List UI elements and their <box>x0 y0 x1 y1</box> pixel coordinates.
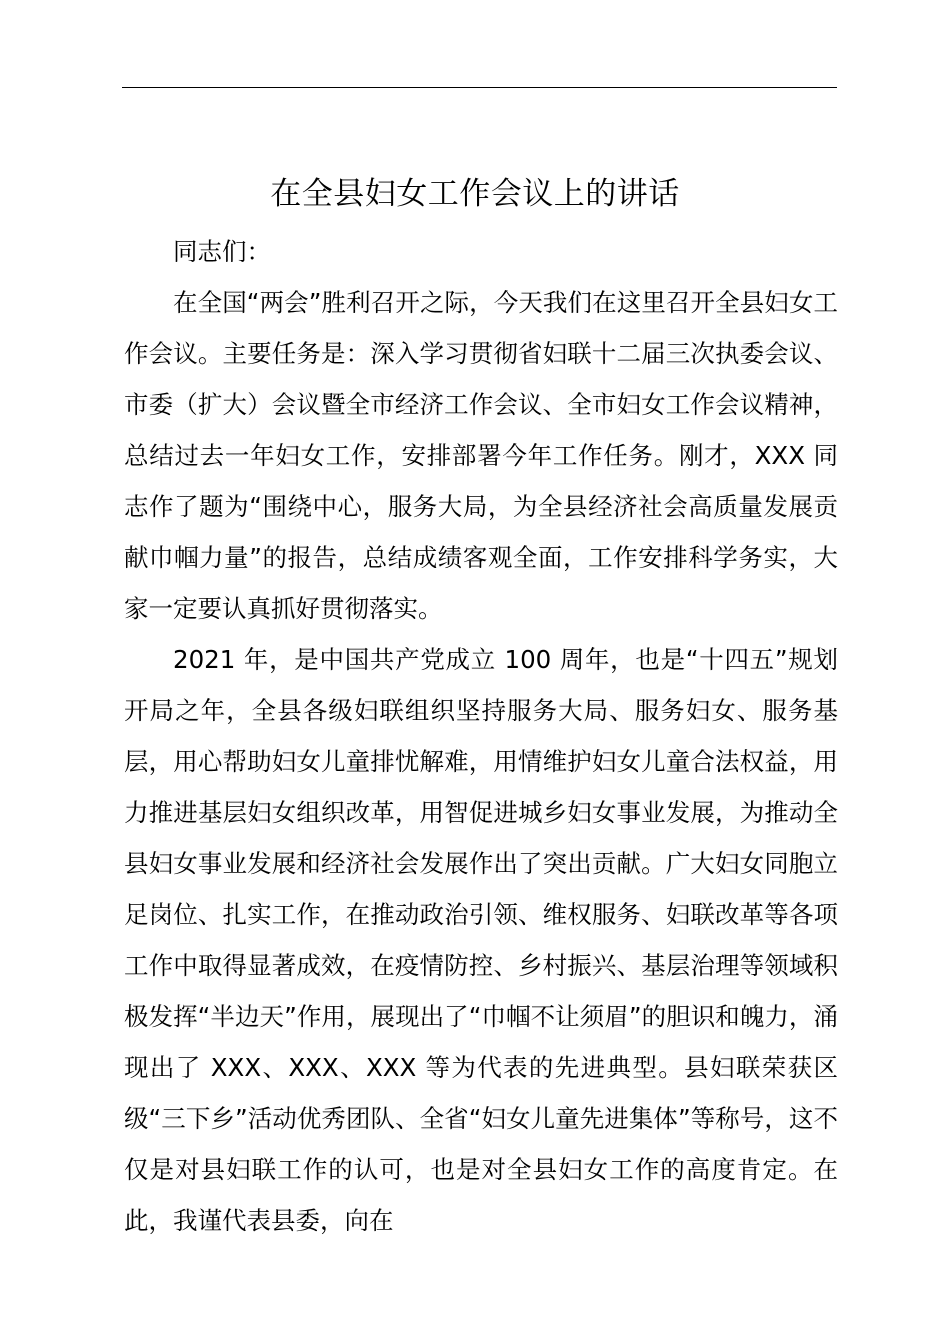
paragraph-1: 在全国“两会”胜利召开之际，今天我们在这里召开全县妇女工作会议。主要任务是：深入学习贯彻省妇联十二届三次执委会议、市委（扩大）会议暨全市经济工作会议、全市妇女工作会议精神，总结过去一年妇女工作，安排部署今年工作任务。刚才，XXX 同志作了题为“围绕中心，服务大局，为全县经济社会高质量发展贡献巾帼力量”的报告，总结成绩客观全面，工作安排科学务实，大家一定要认真抓好贯彻落实。 <box>124 288 838 623</box>
document-body <box>124 226 838 1246</box>
paragraph-2: 2021 年，是中国共产党成立 100 周年，也是“十四五”规划开局之年，全县各级妇联组织坚持服务大局、服务妇女、服务基层，用心帮助妇女儿童排忧解难，用情维护妇女儿童合法权益，用力推进基层妇女组织改革，用智促进城乡妇女事业发展，为推动全县妇女事业发展和经济社会发展作出了突出贡献。广大妇女同胞立足岗位、扎实工作，在推动政治引领、维权服务、妇联改革等各项工作中取得显著成效，在疫情防控、乡村振兴、基层治理等领域积极发挥“半边天”作用，展现出了“巾帼不让须眉”的胆识和魄力，涌现出了 XXX、XXX、XXX 等为代表的先进典型。县妇联荣获区级“三下乡”活动优秀团队、全省“妇女儿童先进集体”等称号，这不仅是对县妇联工作的认可，也是对全县妇女工作的高度肯定。在此，我谨代表县委，向在 <box>124 645 838 1235</box>
salutation: 同志们： <box>173 237 271 266</box>
header-rule <box>122 87 837 88</box>
document-title: 在全县妇女工作会议上的讲话 <box>270 175 680 212</box>
